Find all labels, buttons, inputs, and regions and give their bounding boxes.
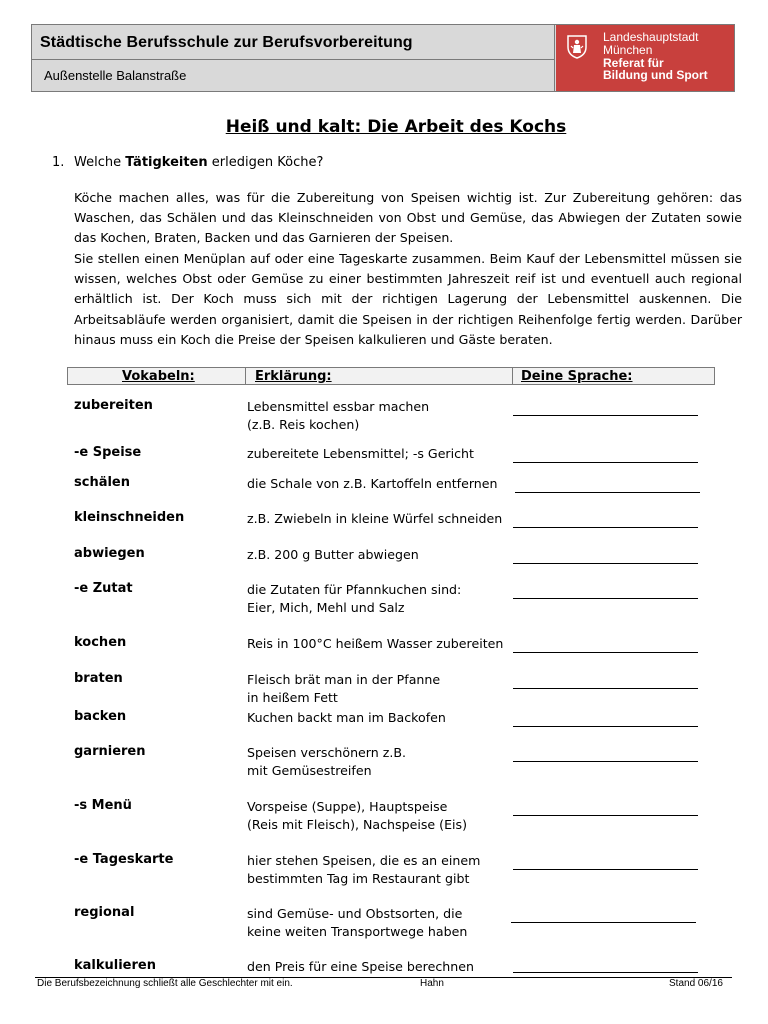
translation-blank[interactable]: [513, 815, 698, 816]
vocab-term: -e Zutat: [74, 581, 133, 596]
footer-author: Hahn: [420, 978, 444, 989]
vocab-term: kalkulieren: [74, 958, 156, 973]
vocab-term: zubereiten: [74, 398, 153, 413]
logo-line-2: München: [603, 43, 653, 57]
vocab-header-divider: [245, 368, 246, 384]
vocab-explanation: Reis in 100°C heißem Wasser zubereiten: [247, 636, 504, 651]
logo-line-3: Referat für: [603, 56, 664, 70]
vocab-explanation: die Schale von z.B. Kartoffeln entfernen: [247, 476, 498, 491]
logo-line-4: Bildung und Sport: [603, 68, 708, 82]
worksheet-title: Heiß und kalt: Die Arbeit des Kochs: [225, 117, 567, 137]
branch-name: Außenstelle Balanstraße: [32, 60, 555, 91]
school-name: Städtische Berufsschule zur Berufsvorbereitung: [32, 25, 555, 60]
translation-blank[interactable]: [513, 972, 698, 973]
vocab-term: braten: [74, 671, 123, 686]
document-header: [31, 24, 735, 92]
vocab-explanation: Lebensmittel essbar machen (z.B. Reis kochen): [247, 399, 430, 432]
vocab-term: abwiegen: [74, 546, 145, 561]
translation-blank[interactable]: [513, 726, 698, 727]
translation-blank[interactable]: [513, 652, 698, 653]
translation-blank[interactable]: [513, 527, 698, 528]
paragraph-1: Köche machen alles, was für die Zubereitung von Speisen wichtig ist. Zur Zubereitung gehören: das Waschen, das Schälen und das Kleinschneiden von Obst und Gemüse, das Abwiegen der Zutaten sowie das Kochen, Braten, Backen und das Garnieren der Speisen.: [74, 190, 742, 246]
question-text-after: erledigen Köche?: [207, 155, 324, 170]
translation-blank[interactable]: [513, 688, 698, 689]
vocab-term: garnieren: [74, 744, 146, 759]
vocab-header-divider: [512, 368, 513, 384]
translation-blank[interactable]: [513, 415, 698, 416]
question-text-before: Welche: [74, 155, 126, 170]
question-1: [52, 155, 323, 170]
vocab-header-col-explanation: Erklärung:: [255, 369, 332, 384]
vocab-term: -e Tageskarte: [74, 852, 174, 867]
vocab-term: -s Menü: [74, 798, 132, 813]
vocab-explanation: zubereitete Lebensmittel; -s Gericht: [247, 446, 474, 461]
city-logo: [556, 25, 734, 91]
vocab-explanation: Fleisch brät man in der Pfanne in heißem Fett: [247, 672, 441, 705]
vocab-term: regional: [74, 905, 135, 920]
logo-line-1: Landeshauptstadt: [603, 30, 699, 44]
vocab-term: schälen: [74, 475, 130, 490]
vocab-explanation: den Preis für eine Speise berechnen: [247, 959, 474, 974]
vocab-term: -e Speise: [74, 445, 142, 460]
footer-version: Stand 06/16: [669, 978, 723, 989]
vocab-explanation: z.B. 200 g Butter abwiegen: [247, 547, 419, 562]
vocab-explanation: hier stehen Speisen, die es an einem bestimmten Tag im Restaurant gibt: [247, 853, 481, 886]
vocab-header-col-terms: Vokabeln:: [122, 369, 195, 384]
vocab-explanation: Vorspeise (Suppe), Hauptspeise (Reis mit Fleisch), Nachspeise (Eis): [247, 799, 467, 832]
translation-blank[interactable]: [513, 598, 698, 599]
translation-blank[interactable]: [513, 869, 698, 870]
translation-blank[interactable]: [513, 761, 698, 762]
munich-crest-icon: [566, 33, 588, 59]
footer-note: Die Berufsbezeichnung schließt alle Geschlechter mit ein.: [37, 978, 293, 989]
vocab-explanation: sind Gemüse- und Obstsorten, die keine weiten Transportwege haben: [247, 906, 468, 939]
vocab-explanation: Kuchen backt man im Backofen: [247, 710, 446, 725]
translation-blank[interactable]: [515, 492, 700, 493]
vocab-explanation: Speisen verschönern z.B. mit Gemüsestreifen: [247, 745, 407, 778]
translation-blank[interactable]: [513, 563, 698, 564]
vocab-header-col-language: Deine Sprache:: [521, 369, 633, 384]
vocab-term: kochen: [74, 635, 127, 650]
question-number: 1.: [52, 155, 65, 170]
paragraph-2: Sie stellen einen Menüplan auf oder eine Tageskarte zusammen. Beim Kauf der Lebensmittel müssen sie wissen, welches Obst oder Gemüse zu einer bestimmten Jahreszeit reif ist und eventuell auch regional erhältlich ist. Der Koch muss sich mit der richtigen Lagerung der Lebensmittel auskennen. Die Arbeitsabläufe werden organisiert, damit die Speisen in der richtigen Reihenfolge fertig werden. Darüber hinaus muss ein Koch die Preise der Speisen kalkulieren und Gäste beraten.: [74, 251, 742, 347]
vocab-term: kleinschneiden: [74, 510, 185, 525]
vocab-table-header: [67, 367, 715, 385]
translation-blank[interactable]: [513, 462, 698, 463]
vocab-term: backen: [74, 709, 127, 724]
question-text-bold: Tätigkeiten: [125, 155, 208, 170]
translation-blank[interactable]: [511, 922, 696, 923]
vocab-explanation: z.B. Zwiebeln in kleine Würfel schneiden: [247, 511, 503, 526]
vocab-explanation: die Zutaten für Pfannkuchen sind: Eier, Mich, Mehl und Salz: [247, 582, 462, 615]
